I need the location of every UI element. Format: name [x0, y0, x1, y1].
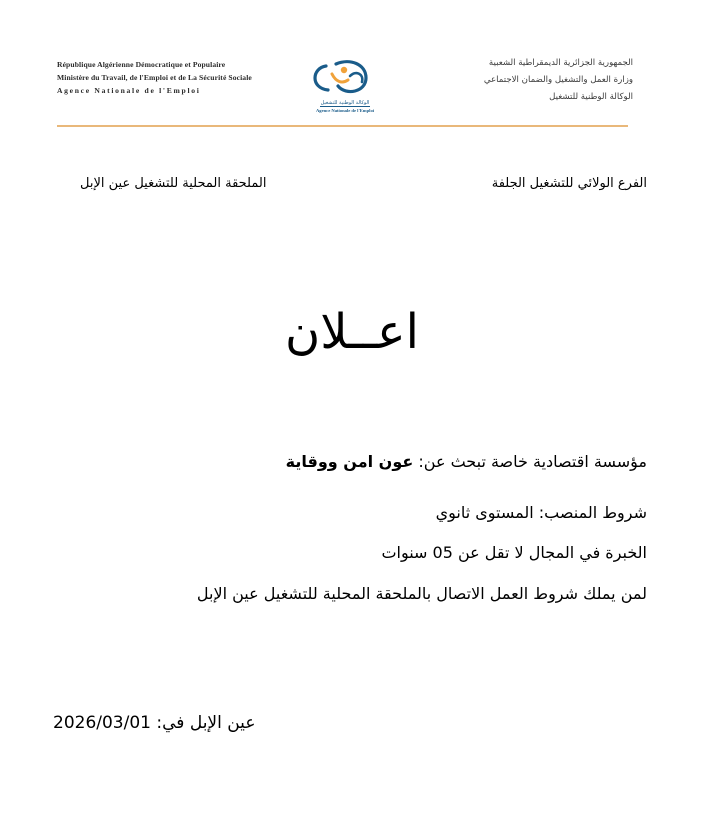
body-line-contact: لمن يملك شروط العمل الاتصال بالملحقة المحلية للتشغيل عين الإبل [196, 584, 647, 603]
anem-logo-mark-icon [306, 56, 384, 100]
anem-logo [306, 56, 384, 122]
job-title: عون امن ووقاية [285, 452, 414, 471]
document-date [53, 713, 255, 733]
header-arabic-block [383, 55, 633, 106]
header-ar-ministry: وزارة العمل والتشغيل والضمان الاجتماعي [483, 75, 633, 85]
logo-french-text: Agence Nationale de l'Emploi [315, 108, 375, 113]
branch-wilaya: الفرع الولائي للتشغيل الجلفة [491, 176, 647, 191]
header-fr-agency: Agence Nationale de l'Emploi [57, 86, 201, 96]
header-fr-republic: République Algérienne Démocratique et Populaire [57, 60, 226, 69]
header-ar-republic: الجمهورية الجزائرية الديمقراطية الشعبية [488, 58, 633, 68]
date-value: 2026/03/01 [53, 713, 151, 733]
branch-local-annex: الملحقة المحلية للتشغيل عين الإبل [80, 176, 267, 191]
body-line-level: شروط المنصب: المستوى ثانوي [435, 503, 647, 522]
logo-divider [320, 106, 370, 107]
header-fr-ministry: Ministère du Travail, de l'Emploi et de La Sécurité Sociale [57, 73, 252, 83]
date-label: عين الإبل في: [150, 713, 256, 733]
page-title: اعــلان [285, 304, 419, 360]
header-french-block [57, 58, 297, 98]
body-line-experience: الخبرة في المجال لا تقل عن 05 سنوات [381, 543, 647, 562]
header-divider-line [57, 125, 628, 127]
logo-arabic-text: الوكالة الوطنية للتشغيل [320, 100, 370, 106]
body-line-job [286, 452, 647, 471]
job-intro-text: مؤسسة اقتصادية خاصة تبحث عن: [413, 452, 647, 471]
header-ar-agency: الوكالة الوطنية للتشغيل [549, 92, 633, 102]
